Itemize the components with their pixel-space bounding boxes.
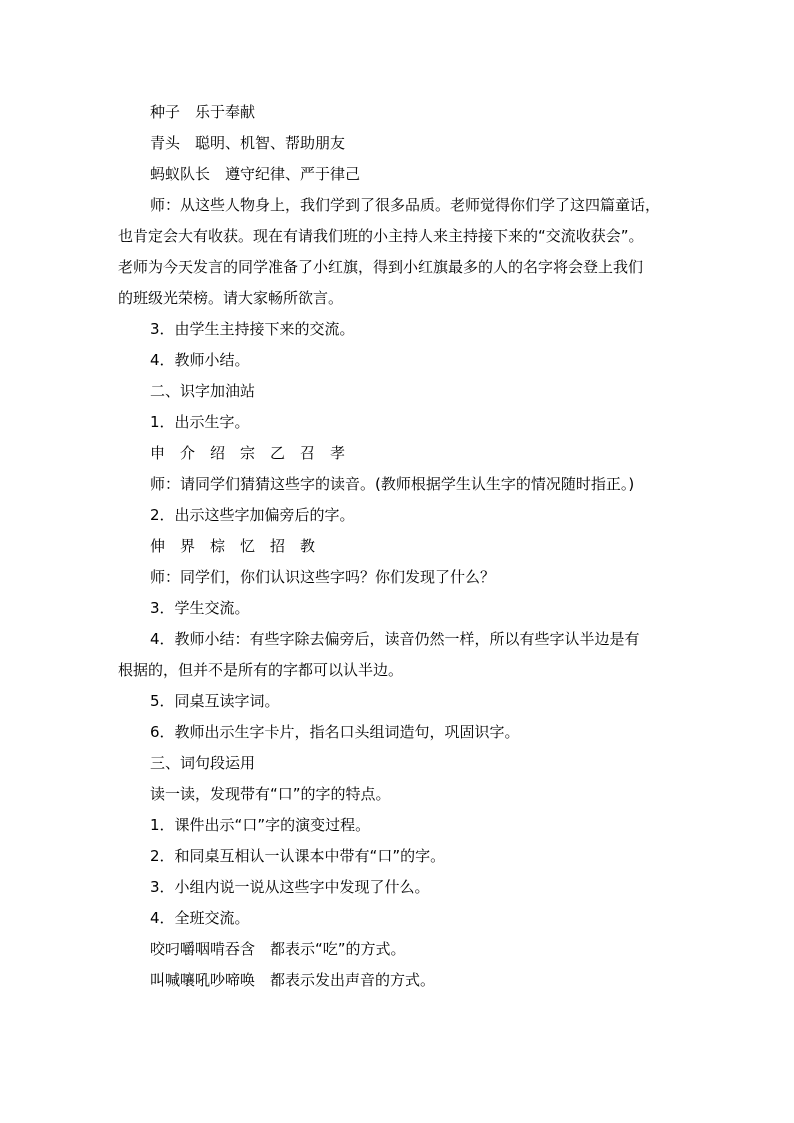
paragraph-line: 的班级光荣榜。请大家畅所欲言。 [118,289,344,307]
text-line: 种子 乐于奉献 [150,103,256,121]
list-item: 1．课件出示“口”字的演变过程。 [150,816,371,834]
paragraph-line: 师：请同学们猜猜这些字的读音。(教师根据学生认生字的情况随时指正。) [150,475,635,493]
list-item: 3．由学生主持接下来的交流。 [150,320,355,338]
list-item: 1．出示生字。 [150,413,250,431]
list-item: 4．教师小结：有些字除去偏旁后，读音仍然一样，所以有些字认半边是有 [150,630,640,648]
text-line: 叫喊嚷吼吵啼唤 都表示发出声音的方式。 [150,971,436,989]
paragraph-line: 老师为今天发言的同学准备了小红旗，得到小红旗最多的人的名字将会登上我们 [118,258,644,276]
list-item: 5．同桌互读字词。 [150,692,280,710]
list-item: 3．学生交流。 [150,599,250,617]
list-item: 4．教师小结。 [150,351,250,369]
paragraph-line: 根据的，但并不是所有的字都可以认半边。 [118,661,404,679]
character-list: 申 介 绍 宗 乙 召 孝 [150,444,346,462]
paragraph-line: 师：同学们，你们认识这些字吗？你们发现了什么？ [150,568,496,586]
list-item: 4．全班交流。 [150,909,250,927]
text-line: 青头 聪明、机智、帮助朋友 [150,134,346,152]
list-item: 2．和同桌互相认一认课本中带有“口”的字。 [150,847,446,865]
paragraph-line: 师：从这些人物身上，我们学到了很多品质。老师觉得你们学了这四篇童话， [150,196,661,214]
section-heading: 二、识字加油站 [150,382,256,400]
paragraph-line: 也肯定会大有收获。现在有请我们班的小主持人来主持接下来的“交流收获会”。 [118,227,644,245]
document-page [118,97,678,996]
character-list: 伸 界 棕 忆 招 教 [150,537,316,555]
text-line: 蚂蚁队长 遵守纪律、严于律己 [150,165,361,183]
paragraph-line: 读一读，发现带有“口”的字的特点。 [150,785,391,803]
text-line: 咬叼嚼咽啃吞含 都表示“吃”的方式。 [150,940,406,958]
list-item: 2．出示这些字加偏旁后的字。 [150,506,355,524]
list-item: 3．小组内说一说从这些字中发现了什么。 [150,878,430,896]
list-item: 6．教师出示生字卡片，指名口头组词造句，巩固识字。 [150,723,520,741]
section-heading: 三、词句段运用 [150,754,256,772]
